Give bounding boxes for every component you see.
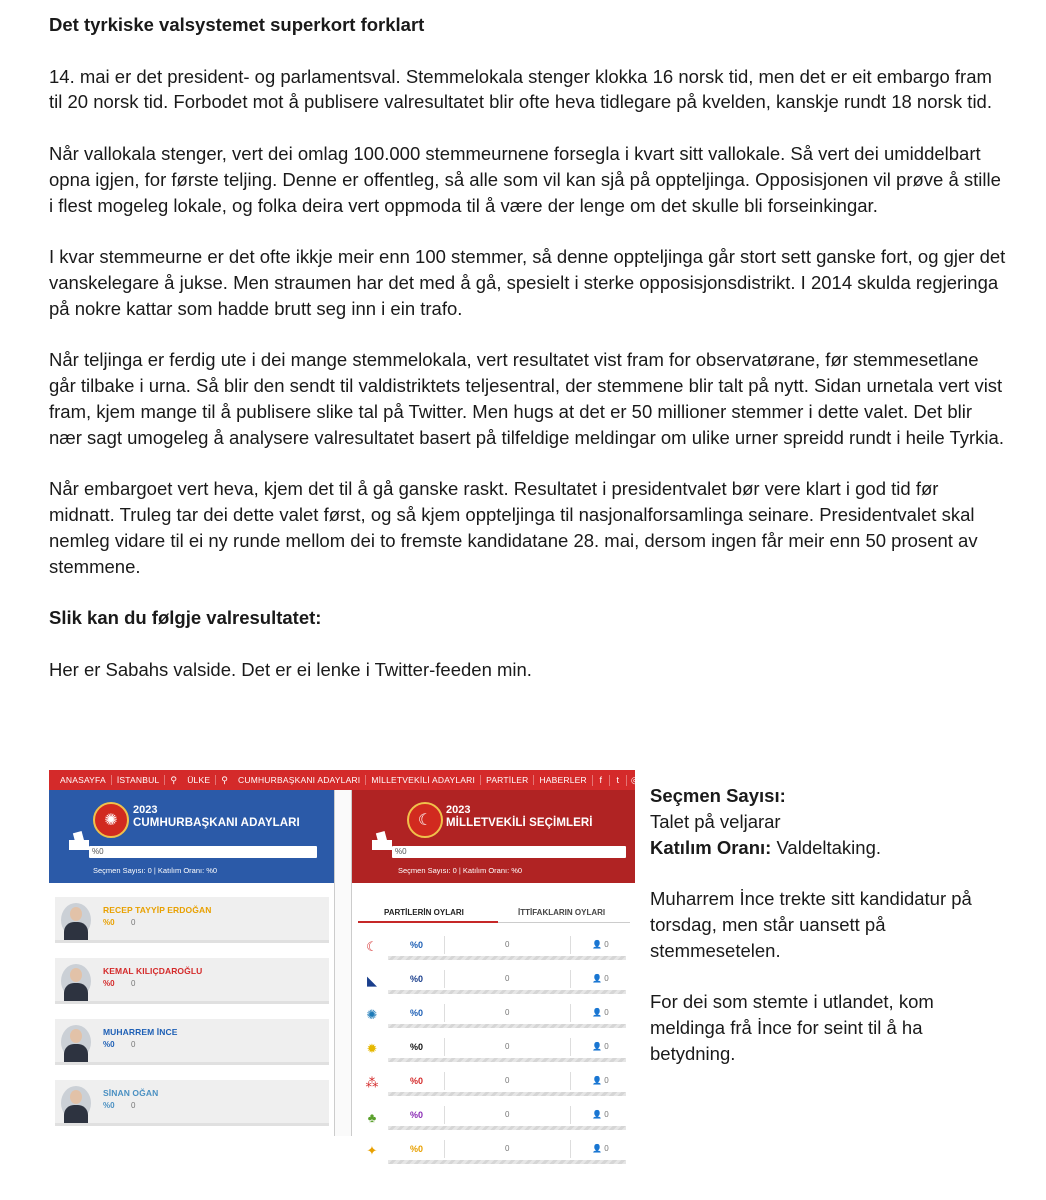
party-mps [592,1008,609,1017]
candidate-votes: 0 [131,1040,136,1049]
party-mps-count: 0 [604,1076,609,1085]
nav-item-cumhurbaskani[interactable]: CUMHURBAŞKANI ADAYLARI [233,775,366,785]
ballot-box-icon [372,832,392,850]
president-title: CUMHURBAŞKANI ADAYLARI [133,817,300,829]
party-logo-icon: ♣ [367,1109,377,1125]
candidate-card[interactable] [55,897,329,943]
nav-item-ulke[interactable]: ÜLKE [182,775,216,785]
side-notes [650,783,1010,1093]
candidate-percent: %0 [103,979,115,988]
candidate-photo [61,1086,91,1120]
president-stats: Seçmen Sayısı: 0 | Katılım Oranı: %0 [93,866,218,875]
turkish-emblem-icon: ✺ [93,802,129,838]
candidate-votes: 0 [131,1101,136,1110]
parliament-tabs [358,902,630,922]
person-icon: 👤 [592,1008,605,1017]
nav-item-milletvekili[interactable]: MİLLETVEKİLİ ADAYLARI [366,775,481,785]
paragraph-4: Når teljinga er ferdig ute i dei mange stemmelokala, vert resultatet vist fram for observatørane, før stemmesetlane går tilbake i urna. Så blir den sendt til valdistriktets teljesentral, der stemmene blir talt på nytt. Sidan urnetala vert vist fram, kjem mange til å publisere slike tal på Twitter. Men hugs at det er 50 millioner stemmer i dette valet. Det blir nær sagt umogeleg å analysere valresultatet basert på tilfeldige meldingar om ulike urner spreidd rundt i heile Tyrkia. [49,349,1004,448]
party-votes: 0 [505,1110,510,1119]
tab-alliances[interactable]: İTTİFAKLARIN OYLARI [518,908,606,917]
divider [444,1004,445,1022]
party-mps-count: 0 [604,1008,609,1017]
party-votes: 0 [505,1144,510,1153]
divider [570,970,571,988]
party-logo-icon: ☾ [366,939,378,954]
party-progress-bar [388,1092,626,1096]
subheading: Slik kan du følgje valresultatet: [49,607,322,629]
party-mps-count: 0 [604,974,609,983]
person-icon: 👤 [592,1076,605,1085]
parliament-panel [351,790,635,1158]
person-icon: 👤 [592,1042,605,1051]
search-icon[interactable]: ⚲ [170,774,178,785]
active-tab-underline [358,921,498,923]
party-logo-icon: ⁂ [365,1075,379,1090]
party-mps-count: 0 [604,1042,609,1051]
paragraph-ince: Muharrem İnce trekte sitt kandidatur på torsdag, men står uansett på stemmesetelen. [650,888,972,961]
nav-item-partiler[interactable]: PARTİLER [481,775,534,785]
candidate-photo [61,903,91,937]
divider [570,1004,571,1022]
party-row[interactable] [358,932,630,962]
party-votes: 0 [505,940,510,949]
party-progress-bar [388,1126,626,1130]
party-row[interactable] [358,1068,630,1098]
divider [444,936,445,954]
party-percent: %0 [410,974,424,984]
parliament-progress-bar [392,846,626,858]
divider [570,1106,571,1124]
instagram-icon[interactable]: ◎ [626,775,643,786]
candidate-votes: 0 [131,918,136,927]
nav-item-anasayfa[interactable]: ANASAYFA [55,775,112,785]
party-logo-icon: ✺ [366,1007,378,1022]
party-votes: 0 [505,1042,510,1051]
candidate-photo [61,1025,91,1059]
candidate-card[interactable] [55,1080,329,1126]
party-percent: %0 [410,1076,424,1086]
party-mps-count: 0 [604,1144,609,1153]
candidate-votes: 0 [131,979,136,988]
candidate-name: MUHARREM İNCE [103,1027,178,1037]
panel-gap [335,790,351,1136]
candidate-percent: %0 [103,1101,115,1110]
president-panel [49,790,335,1136]
president-progress-text: %0 [92,847,104,856]
paragraph-5: Når embargoet vert heva, kjem det til å gå ganske raskt. Resultatet i presidentvalet bør vere klart i god tid før midnatt. Truleg tar dei dette valet først, og så kjem oppteljinga til nasjonalforsamlinga seinare. Presidentvalet skal nemleg vidare til ei ny runde mellom dei to fremste kandidatane 28. mai, dersom ingen får meir enn 50 prosent av stemmene. [49,478,978,577]
party-votes: 0 [505,1076,510,1085]
party-mps [592,1110,609,1119]
voters-desc: Talet på veljarar [650,810,781,832]
president-header [49,790,334,883]
party-mps [592,1144,609,1153]
candidate-name: KEMAL KILIÇDAROĞLU [103,966,203,976]
party-progress-bar [388,956,626,960]
party-mps-count: 0 [604,940,609,949]
party-mps [592,974,609,983]
party-percent: %0 [410,1042,424,1052]
turkish-emblem-icon: ☾ [407,802,443,838]
party-mps-count: 0 [604,1110,609,1119]
candidate-name: SİNAN OĞAN [103,1088,159,1098]
party-progress-bar [388,1058,626,1062]
tab-divider [498,922,630,923]
nav-item-istanbul[interactable]: İSTANBUL [112,775,166,785]
candidate-card[interactable] [55,958,329,1004]
divider [570,1072,571,1090]
parliament-progress-text: %0 [395,847,407,856]
paragraph-1: 14. mai er det president- og parlamentsval. Stemmelokala stenger klokka 16 norsk tid, men det er eit embargo fram til 20 norsk tid. Forbodet mot å publisere valresultatet blir ofte heva tidlegare på kvelden, kanskje rundt 18 norsk tid. [49,65,992,113]
party-row[interactable] [358,1034,630,1064]
divider [444,1038,445,1056]
paragraph-2: Når vallokala stenger, vert dei omlag 100.000 stemmeurnene forsegla i kvart sitt vallokale. Så vert dei umiddelbart opna igjen, for første teljing. Denne er offentleg, så alle som vil kan sjå på oppteljinga. Opposisjonen vil prøve å stille i flest mogeleg lokale, og folka deira vert oppmoda til å være der lenge om det skulle bli forseinkingar. [49,142,1001,216]
divider [444,1140,445,1158]
ballot-box-icon [69,832,89,850]
divider [570,936,571,954]
glossary [650,783,1010,860]
sabah-nav [49,770,639,790]
nav-item-haberler[interactable]: HABERLER [539,775,587,785]
turnout-label: Katılım Oranı: [650,836,772,858]
parliament-year: 2023 [446,804,471,816]
party-percent: %0 [410,940,424,950]
person-icon: 👤 [592,1110,605,1119]
divider [570,1140,571,1158]
parliament-title: MİLLETVEKİLİ SEÇİMLERİ [446,817,593,829]
divider [444,1072,445,1090]
divider [444,1106,445,1124]
party-logo-icon: ◣ [367,973,377,988]
candidate-photo [61,964,91,998]
president-progress-bar [89,846,317,858]
parliament-stats: Seçmen Sayısı: 0 | Katılım Oranı: %0 [398,866,523,875]
party-percent: %0 [410,1110,424,1120]
candidate-name: RECEP TAYYİP ERDOĞAN [103,905,212,915]
candidate-card[interactable] [55,1019,329,1065]
paragraph-3: I kvar stemmeurne er det ofte ikkje meir enn 100 stemmer, så denne oppteljinga går stort sett ganske fort, og gjer det vanskelegare å jukse. Men straumen har det med å gå, spesielt i sterke opposisjonsdistrikt. I 2014 skulda regjeringa på nokre kattar som hadde brutt seg inn i ein trafo. [49,246,1006,319]
tab-parties[interactable]: PARTİLERİN OYLARI [384,908,464,917]
person-icon: 👤 [592,1144,605,1153]
turnout-desc: Valdeltaking. [771,836,882,858]
party-percent: %0 [410,1144,424,1154]
party-votes: 0 [505,974,510,983]
divider [444,970,445,988]
article-title: Det tyrkiske valsystemet superkort forklart [49,14,425,35]
party-logo-icon: ✦ [366,1143,378,1158]
party-progress-bar [388,1160,626,1164]
party-progress-bar [388,1024,626,1028]
party-row[interactable] [358,966,630,996]
divider [570,1038,571,1056]
person-icon: 👤 [592,940,605,949]
search-icon[interactable]: ⚲ [221,774,229,785]
paragraph-abroad: For dei som stemte i utlandet, kom meldinga frå İnce for seint til å ha betydning. [650,991,934,1064]
candidate-percent: %0 [103,918,115,927]
facebook-icon[interactable]: f [592,775,609,786]
social-links [592,775,643,786]
party-row[interactable] [358,1102,630,1132]
party-mps [592,1042,609,1051]
parliament-header [352,790,635,883]
party-progress-bar [388,990,626,994]
twitter-icon[interactable]: t [609,775,626,786]
party-mps [592,1076,609,1085]
president-year: 2023 [133,804,158,816]
person-icon: 👤 [592,974,605,983]
party-mps [592,940,609,949]
party-row[interactable] [358,1136,630,1166]
article [49,12,1009,709]
party-row[interactable] [358,1000,630,1030]
candidate-percent: %0 [103,1040,115,1049]
party-logo-icon: ✹ [366,1041,378,1056]
party-votes: 0 [505,1008,510,1017]
voters-label: Seçmen Sayısı: [650,785,786,806]
sabah-screenshot [49,770,639,1158]
party-percent: %0 [410,1008,424,1018]
intro-link-text: Her er Sabahs valside. Det er ei lenke i Twitter-feeden min. [49,658,532,680]
